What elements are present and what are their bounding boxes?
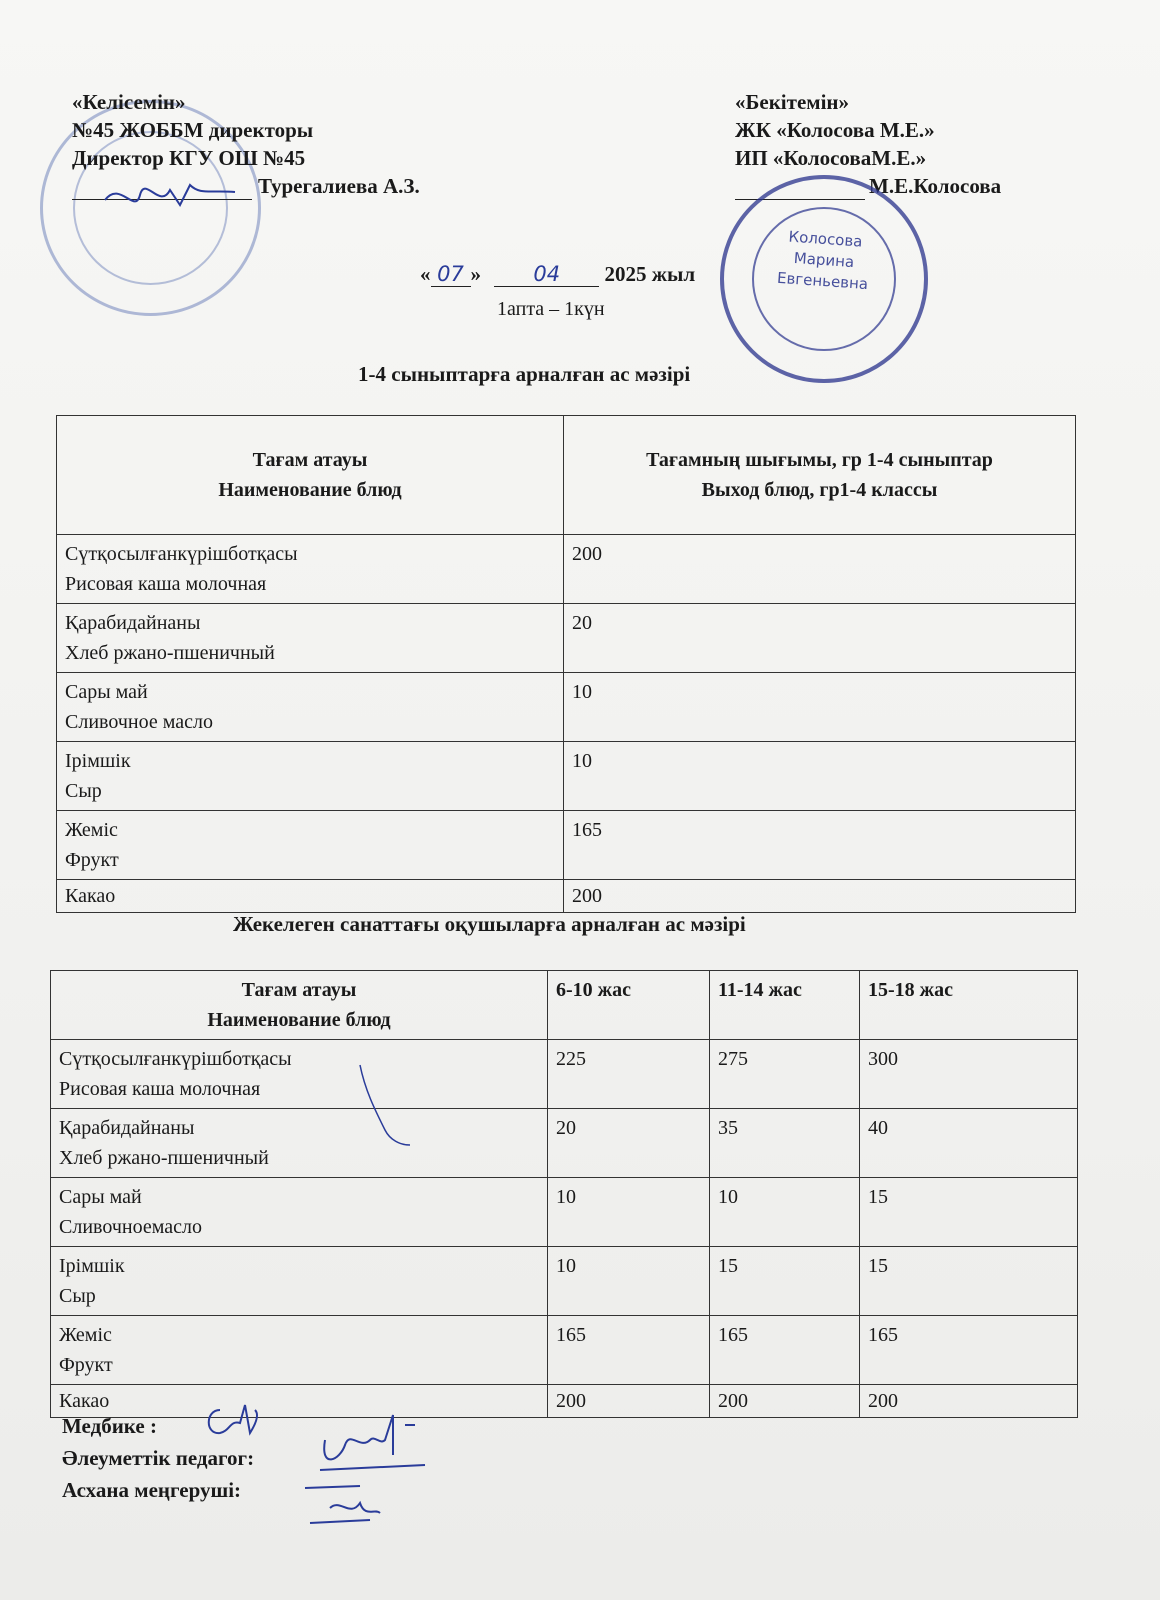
table-row [51, 1316, 1078, 1385]
portion-cell: 165 [564, 811, 1076, 880]
table-row [57, 673, 1076, 742]
portion-cell: 20 [564, 604, 1076, 673]
date-year: 2025 жыл [604, 262, 696, 286]
table-header-row [57, 416, 1076, 535]
table-row [57, 604, 1076, 673]
menu-table-by-age [50, 970, 1078, 1418]
right-official-seal [720, 175, 928, 383]
dish-name-cell: Қарабидайнаны Хлеб ржано-пшеничный [51, 1109, 548, 1178]
age-6-10-header: 6-10 жас [548, 971, 710, 1040]
portion-11-14-cell: 10 [710, 1178, 860, 1247]
dish-name-cell: Какао [57, 880, 564, 913]
portion-15-18-cell: 15 [860, 1247, 1078, 1316]
portion-11-14-cell: 200 [710, 1385, 860, 1418]
portion-6-10-cell: 225 [548, 1040, 710, 1109]
seal-owner-name [742, 223, 906, 297]
dish-name-cell: Қарабидайнаны Хлеб ржано-пшеничный [57, 604, 564, 673]
approve-label: «Бекітемін» [735, 90, 850, 114]
menu-title-grades-1-4: 1-4 сыныптарға арналған ас мәзірі [358, 362, 691, 386]
portion-15-18-cell: 15 [860, 1178, 1078, 1247]
table-row [57, 880, 1076, 913]
portion-15-18-cell: 40 [860, 1109, 1078, 1178]
table-row [57, 742, 1076, 811]
dish-name-cell: Ірімшік Сыр [51, 1247, 548, 1316]
portion-cell: 10 [564, 673, 1076, 742]
nurse-signature [200, 1395, 270, 1445]
age-11-14-header: 11-14 жас [710, 971, 860, 1040]
table-row [51, 1247, 1078, 1316]
dish-name-cell: Какао [51, 1385, 548, 1418]
date-month: 04 [494, 262, 599, 287]
portion-6-10-cell: 10 [548, 1178, 710, 1247]
approval-right-block [735, 88, 1001, 200]
dish-name-header: Тағам атауы Наименование блюд [57, 416, 564, 535]
school-director-kz: №45 ЖОББМ директоры [72, 118, 314, 142]
portion-15-18-cell: 165 [860, 1316, 1078, 1385]
menu-date: « 07 » 04 2025 жыл [420, 262, 696, 286]
dish-name-cell: Жеміс Фрукт [51, 1316, 548, 1385]
date-day: 07 [431, 262, 471, 287]
director-signature [100, 170, 240, 220]
table-row [51, 1040, 1078, 1109]
dish-name-cell: Ірімшік Сыр [57, 742, 564, 811]
portion-15-18-cell: 300 [860, 1040, 1078, 1109]
seal-line-3: Евгеньевна [776, 268, 869, 294]
seal-line-2: Марина [793, 248, 855, 272]
director-name: Турегалиева А.З. [258, 174, 420, 198]
agree-label: «Келісемін» [72, 90, 186, 114]
week-day-label: 1апта – 1күн [497, 298, 605, 320]
portion-header: Тағамның шығымы, гр 1-4 сыныптар Выход блюд, гр1-4 классы [564, 416, 1076, 535]
table-header-row [51, 971, 1078, 1040]
portion-cell: 10 [564, 742, 1076, 811]
portion-11-14-cell: 15 [710, 1247, 860, 1316]
pen-mark [355, 1060, 415, 1150]
nurse-label: Медбике : [62, 1414, 157, 1438]
portion-11-14-cell: 275 [710, 1040, 860, 1109]
dish-name-cell: Сары май Сливочное масло [57, 673, 564, 742]
portion-6-10-cell: 20 [548, 1109, 710, 1178]
table-row [57, 535, 1076, 604]
age-15-18-header: 15-18 жас [860, 971, 1078, 1040]
portion-cell: 200 [564, 880, 1076, 913]
entrepreneur-ru: ИП «КолосоваМ.Е.» [735, 146, 927, 170]
table-row [51, 1178, 1078, 1247]
entrepreneur-name: М.Е.Колосова [869, 174, 1002, 198]
portion-11-14-cell: 165 [710, 1316, 860, 1385]
portion-6-10-cell: 200 [548, 1385, 710, 1418]
dish-name-cell: Сары май Сливочноемасло [51, 1178, 548, 1247]
social-pedagog-label: Әлеуметтік педагог: [62, 1446, 255, 1470]
entrepreneur-kz: ЖК «Колосова М.Е.» [735, 118, 935, 142]
menu-title-special-category: Жекелеген санаттағы оқушыларға арналған ас мәзірі [233, 912, 746, 936]
pedagog-signature [315, 1410, 435, 1480]
portion-11-14-cell: 35 [710, 1109, 860, 1178]
dish-name-cell: Сүтқосылғанкүрішботқасы Рисовая каша молочная [57, 535, 564, 604]
table-row [51, 1109, 1078, 1178]
school-director-ru: Директор КГУ ОШ №45 [72, 146, 306, 170]
menu-table-grades-1-4 [56, 415, 1076, 913]
dish-name-header: Тағам атауы Наименование блюд [51, 971, 548, 1040]
table-row [57, 811, 1076, 880]
canteen-head-signature [300, 1478, 390, 1528]
portion-6-10-cell: 165 [548, 1316, 710, 1385]
portion-15-18-cell: 200 [860, 1385, 1078, 1418]
seal-line-1: Колосова [787, 227, 864, 251]
canteen-head-label: Асхана меңгеруші: [62, 1478, 242, 1502]
dish-name-cell: Сүтқосылғанкүрішботқасы Рисовая каша молочная [51, 1040, 548, 1109]
portion-6-10-cell: 10 [548, 1247, 710, 1316]
portion-cell: 200 [564, 535, 1076, 604]
dish-name-cell: Жеміс Фрукт [57, 811, 564, 880]
